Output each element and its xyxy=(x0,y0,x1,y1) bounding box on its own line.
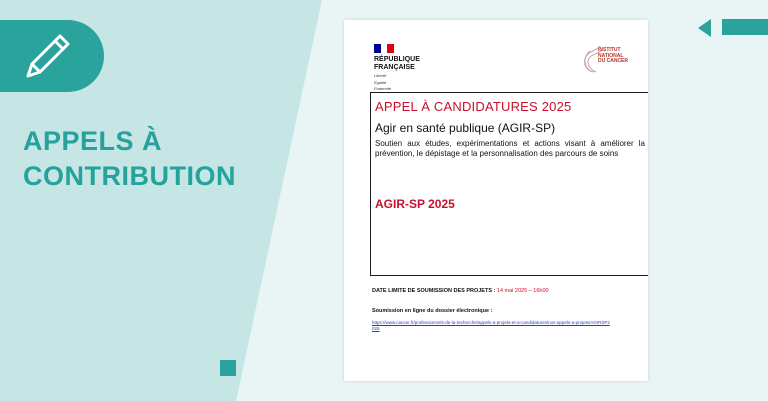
heading-line-1: APPELS À xyxy=(23,126,163,156)
submission-link[interactable]: https://www.cancer.fr/professionnels-de-la-recherche/appels-a-projets-et-a-candidatures/nos-appels-a-projets/AGIRSP2025 xyxy=(372,320,610,331)
inca-text xyxy=(598,48,628,65)
document-title: APPEL À CANDIDATURES 2025 xyxy=(375,99,572,114)
pencil-icon xyxy=(22,30,74,82)
rf-motto-2: Égalité xyxy=(374,79,387,85)
rf-motto-1: Liberté xyxy=(374,73,387,78)
decorative-bar xyxy=(722,19,768,35)
document-description: Soutien aux études, expérimentations et actions visant à améliorer la prévention, le dépistage et la personnalisation des parcours de soins xyxy=(375,139,645,158)
decorative-square xyxy=(220,360,236,376)
triangle-left-icon xyxy=(698,19,711,37)
program-name: AGIR-SP 2025 xyxy=(375,197,455,211)
title-box xyxy=(370,92,648,276)
rf-line-1: RÉPUBLIQUE xyxy=(374,56,420,63)
deadline-label: DATE LIMITE DE SOUMISSION DES PROJETS : xyxy=(372,288,496,294)
rf-line-2: FRANÇAISE xyxy=(374,64,415,71)
deadline xyxy=(372,288,549,294)
page-heading xyxy=(23,124,236,194)
submission-label: Soumission en ligne du dossier électronique : xyxy=(372,308,493,314)
pencil-badge xyxy=(0,20,104,92)
document-preview xyxy=(344,20,648,381)
inca-line-2: NATIONAL xyxy=(598,52,624,59)
heading-line-2: CONTRIBUTION xyxy=(23,161,236,191)
document-subtitle: Agir en santé publique (AGIR-SP) xyxy=(375,121,556,135)
inca-line-3: DU CANCER xyxy=(598,58,628,64)
republique-francaise-logo xyxy=(374,44,420,92)
inca-line-1: INSTITUT xyxy=(598,47,621,53)
inca-logo xyxy=(580,42,638,76)
deadline-value: 14 mai 2025 – 16h00 xyxy=(496,288,549,294)
french-flag-icon xyxy=(374,44,394,53)
rf-motto-3: Fraternité xyxy=(374,86,392,91)
